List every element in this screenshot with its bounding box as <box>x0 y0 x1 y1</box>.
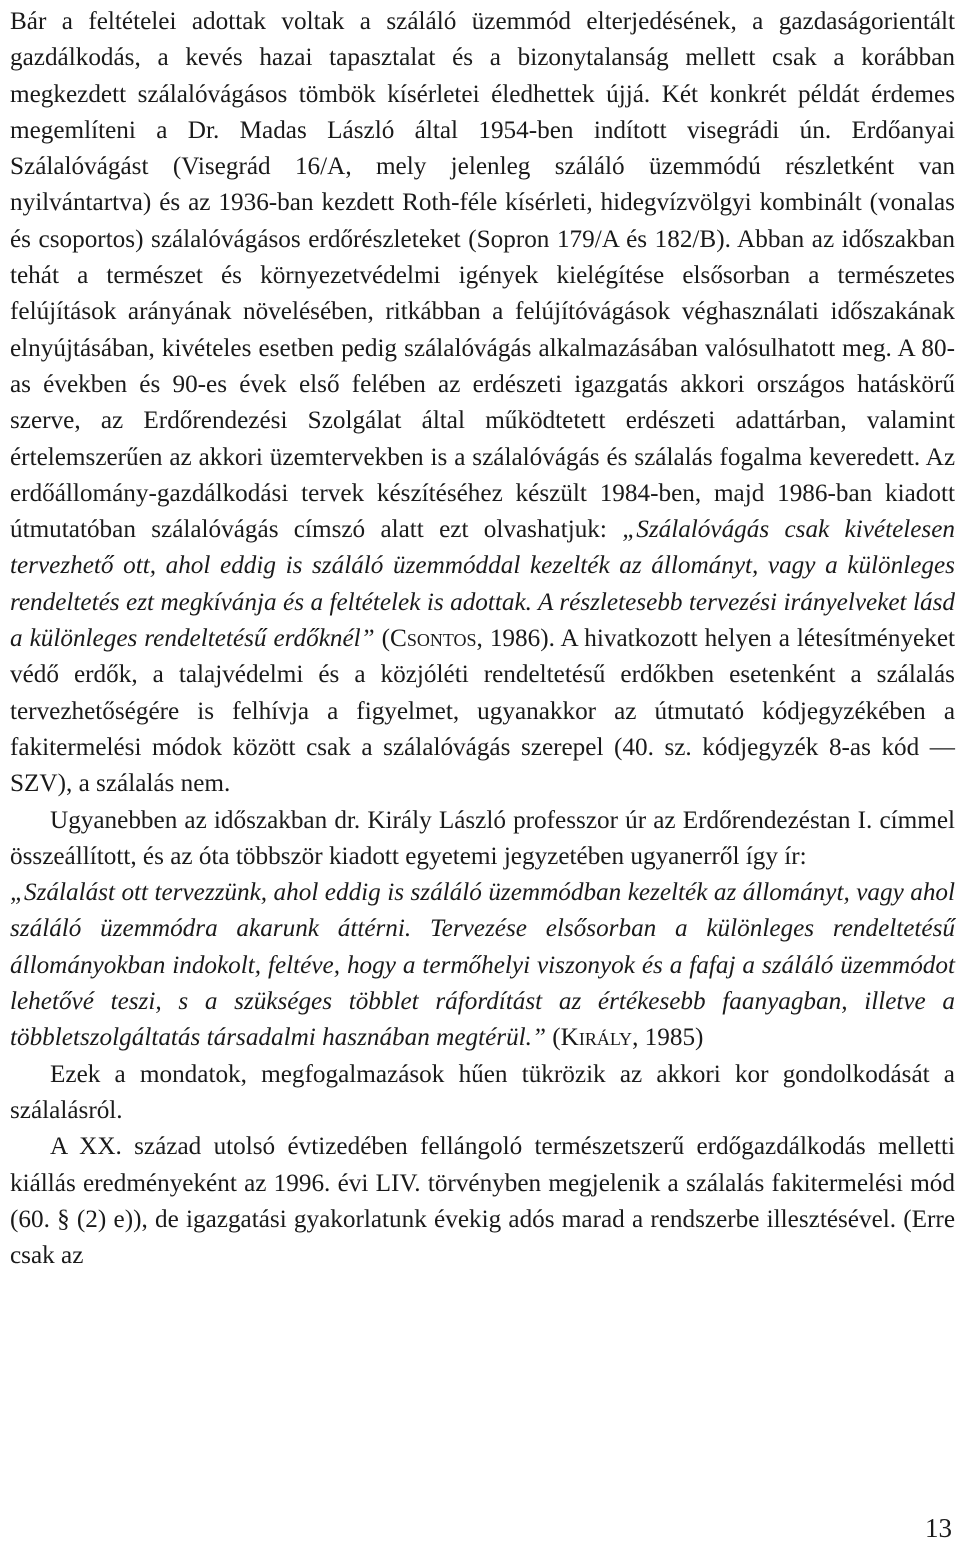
document-body <box>10 4 955 1274</box>
author-csontos: Csontos <box>390 625 477 653</box>
author-kiraly: Király <box>560 1024 633 1052</box>
quote-csontos: „Szálalóvágás csak kivételesen tervezhető ott, ahol eddig is száláló üzemmóddal kezelték az állományt, vagy a különleges rendeltetés ezt megkívánja és a feltételek is adottak. A részletesebb tervezési irányelveket lásd a különleges rendeltetésű erdőknél” <box>10 516 955 653</box>
paragraph-2: Ugyanebben az időszakban dr. Király László professzor úr az Erdőrendezéstan I. címmel összeállított, és az óta többször kiadott egyetemi jegyzetében ugyanerről így ír: <box>10 806 955 870</box>
paragraph-4: Ezek a mondatok, megfogalmazások hűen tükrözik az akkori kor gondolkodását a szálalásról. <box>10 1060 955 1124</box>
page-number: 13 <box>925 1513 952 1543</box>
paragraph-1 <box>10 4 955 803</box>
paragraph-3 <box>10 875 955 1056</box>
paragraph-5: A XX. század utolsó évtizedében fellángoló természetszerű erdőgazdálkodás melletti kiállás eredményeként az 1996. évi LIV. törvényben megjelenik a szálalás fakitermelési mód (60. § (2) e)), de igazgatási gyakorlatunk évekig adós marad a rendszerbe illesztésével. (Erre csak az <box>10 1133 955 1270</box>
paragraph-1-continuation: , 1986). A hivatkozott helyen a létesítményeket védő erdők, a talajvédelmi és a közjóléti rendeltetésű erdőkben esetenként a szálalás tervezhetőségére is felhívja a figyelmet, ugyanakkor az útmutató kódjegyzékében a fakitermelési módok között csak a szálalóvágás szerepel (40. sz. kódjegyzék 8-as kód — SZV), a szálalás nem. <box>10 625 955 798</box>
quote-kiraly: „Szálalást ott tervezzünk, ahol eddig is száláló üzemmódban kezelték az állományt, vagy ahol száláló üzemmódra akarunk áttérni. Tervezése elsősorban a különleges rendeltetésű állományokban indokolt, feltéve, hogy a termőhelyi viszonyok és a fafaj a száláló üzemmódot lehetővé teszi, s a szükséges többlet ráfordítást az értékesebb faanyagban, illetve a többletszolgáltatás társadalmi hasznában megtérül.” <box>10 879 955 1052</box>
citation-open: ( <box>545 1024 561 1052</box>
paragraph-1-text: Bár a feltételei adottak voltak a száláló üzemmód elterjedésének, a gazdaságorientált gazdálkodás, a kevés hazai tapasztalat és a bizonytalanság mellett csak a korábban megkezdett szálalóvágásos tömbök kísérletei éledhettek újjá. Két konkrét példát érdemes megemlíteni a Dr. Madas László által 1954-ben indított visegrádi ún. Erdőanyai Szálalóvágást (Visegrád 16/A, mely jelenleg száláló üzemmódú részletként van nyilvántartva) és az 1936-ban kezdett Roth-féle kísérleti, hidegvízvölgyi kombinált (vonalas és csoportos) szálalóvágásos erdőrészleteket (Sopron 179/A és 182/B). Abban az időszakban tehát a természet és környezetvédelmi igények kielégítése elsősorban a természetes felújítások arányának növelésében, ritkábban a felújítóvágások véghasználati időszakának elnyújtásában, kivételes esetben pedig szálalóvágás alkalmazásában valósulhatott meg. A 80-as években és 90-es évek első felében az erdészeti igazgatás akkori országos hatáskörű szerve, az Erdőrendezési Szolgálat által működtetett erdészeti adattárban, valamint értelemszerűen az akkori üzemtervekben is a szálalóvágás és szálalás fogalma keveredett. Az erdőállomány-gazdálkodási tervek készítéséhez készült 1984-ben, majd 1986-ban kiadott útmutatóban szálalóvágás címszó alatt ezt olvashatjuk: <box>10 8 955 544</box>
citation-open: ( <box>374 625 391 653</box>
citation-close: , 1985) <box>632 1024 704 1052</box>
